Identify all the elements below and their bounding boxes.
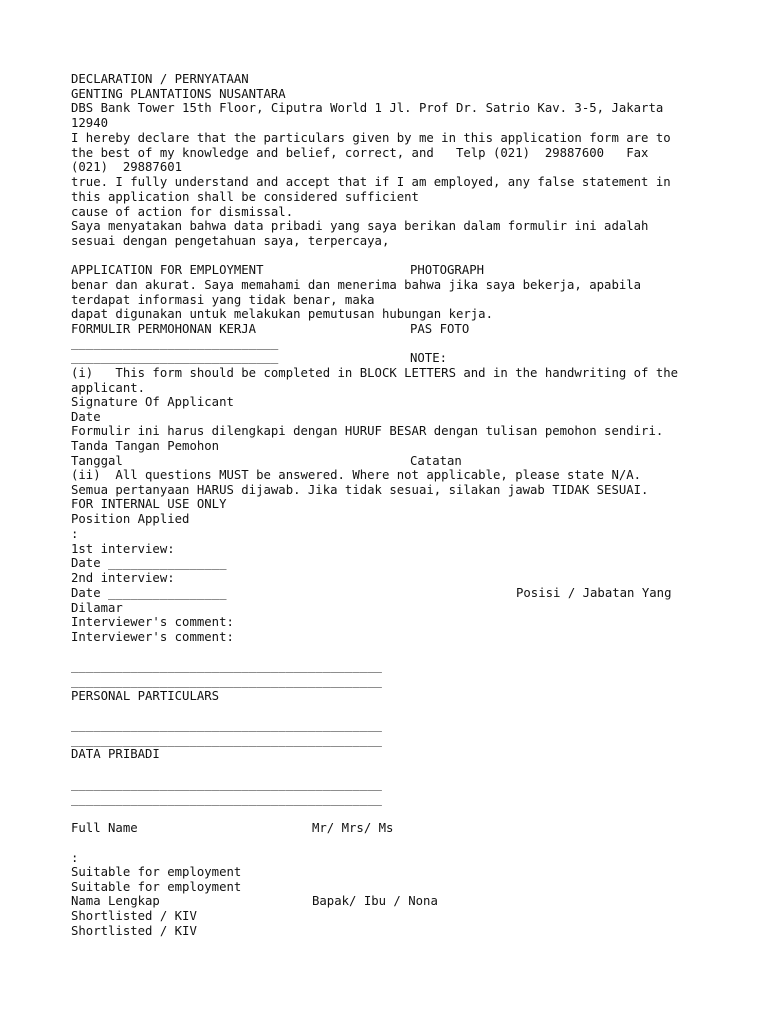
address-postcode: 12940 — [71, 116, 109, 130]
application-title-id: FORMULIR PERMOHONAN KERJA — [71, 322, 257, 336]
full-name-label: Full Name — [71, 821, 138, 835]
first-interview-label: 1st interview: — [71, 542, 175, 556]
shortlisted-label: Shortlisted / KIV — [71, 924, 197, 938]
comment-rule: __________________________________________ — [71, 674, 382, 688]
declaration-text-id: benar dan akurat. Saya memahami dan menerima bahwa jika saya bekerja, apabila — [71, 278, 642, 292]
posisi-label: Posisi / Jabatan Yang — [516, 586, 672, 600]
declaration-text: this application shall be considered sufficient — [71, 190, 419, 204]
signature-line: ____________________________ — [71, 336, 279, 350]
comment-rule: __________________________________________ — [71, 659, 382, 673]
salutation-id: Bapak/ Ibu / Nona — [312, 894, 438, 908]
interview-date-field: Date ________________ — [71, 586, 227, 600]
application-title: APPLICATION FOR EMPLOYMENT — [71, 263, 264, 277]
date-label-id: Tanggal — [71, 454, 123, 468]
note-text-id: Formulir ini harus dilengkapi dengan HURUF BESAR dengan tulisan pemohon sendiri. — [71, 424, 664, 438]
colon: : — [71, 527, 79, 541]
declaration-text: I hereby declare that the particulars given by me in this application form are to — [71, 131, 671, 145]
dilamar-label: Dilamar — [71, 601, 123, 615]
declaration-text-id: sesuai dengan pengetahuan saya, terpercaya, — [71, 234, 390, 248]
salutation-en: Mr/ Mrs/ Ms — [312, 821, 394, 835]
photograph-label: PHOTOGRAPH — [410, 263, 485, 277]
note-text: (i) This form should be completed in BLOCK LETTERS and in the handwriting of the — [71, 366, 679, 380]
comment-rule: __________________________________________ — [71, 792, 382, 806]
declaration-text-id: terdapat informasi yang tidak benar, maka — [71, 293, 375, 307]
signature-label: Signature Of Applicant — [71, 395, 234, 409]
interviewer-comment-label: Interviewer's comment: — [71, 615, 234, 629]
signature-label-id: Tanda Tangan Pemohon — [71, 439, 220, 453]
interview-date-field: Date ________________ — [71, 556, 227, 570]
position-applied-label: Position Applied — [71, 512, 190, 526]
interviewer-comment-label: Interviewer's comment: — [71, 630, 234, 644]
data-pribadi-title: DATA PRIBADI — [71, 747, 160, 761]
address-line: DBS Bank Tower 15th Floor, Ciputra World 1 Jl. Prof Dr. Satrio Kav. 3-5, Jakarta — [71, 101, 664, 115]
shortlisted-label: Shortlisted / KIV — [71, 909, 197, 923]
declaration-text-id: Saya menyatakan bahwa data pribadi yang saya berikan dalam formulir ini adalah — [71, 219, 649, 233]
comment-rule: __________________________________________ — [71, 718, 382, 732]
declaration-text-id: dapat digunakan untuk melakukan pemutusan hubungan kerja. — [71, 307, 493, 321]
date-label: Date — [71, 410, 101, 424]
second-interview-label: 2nd interview: — [71, 571, 175, 585]
internal-use-title: FOR INTERNAL USE ONLY — [71, 497, 227, 511]
note-label: NOTE: — [410, 351, 448, 365]
comment-rule: __________________________________________ — [71, 777, 382, 791]
declaration-text: true. I fully understand and accept that if I am employed, any false statement in — [71, 175, 671, 189]
note-text: applicant. — [71, 381, 146, 395]
note-text-id: Semua pertanyaan HARUS dijawab. Jika tidak sesuai, silakan jawab TIDAK SESUAI. — [71, 483, 649, 497]
declaration-text: cause of action for dismissal. — [71, 205, 294, 219]
note-text: (ii) All questions MUST be answered. Where not applicable, please state N/A. — [71, 468, 642, 482]
nama-lengkap-label: Nama Lengkap — [71, 894, 160, 908]
signature-line: ____________________________ — [71, 350, 279, 364]
declaration-text: the best of my knowledge and belief, correct, and Telp (021) 29887600 Fax — [71, 146, 649, 160]
declaration-title: DECLARATION / PERNYATAAN — [71, 72, 249, 86]
company-name: GENTING PLANTATIONS NUSANTARA — [71, 87, 286, 101]
fax-number: (021) 29887601 — [71, 160, 183, 174]
comment-rule: __________________________________________ — [71, 733, 382, 747]
colon: : — [71, 851, 79, 865]
personal-particulars-title: PERSONAL PARTICULARS — [71, 689, 220, 703]
suitable-label: Suitable for employment — [71, 865, 242, 879]
catatan-label: Catatan — [410, 454, 462, 468]
suitable-label: Suitable for employment — [71, 880, 242, 894]
pas-foto-label: PAS FOTO — [410, 322, 470, 336]
